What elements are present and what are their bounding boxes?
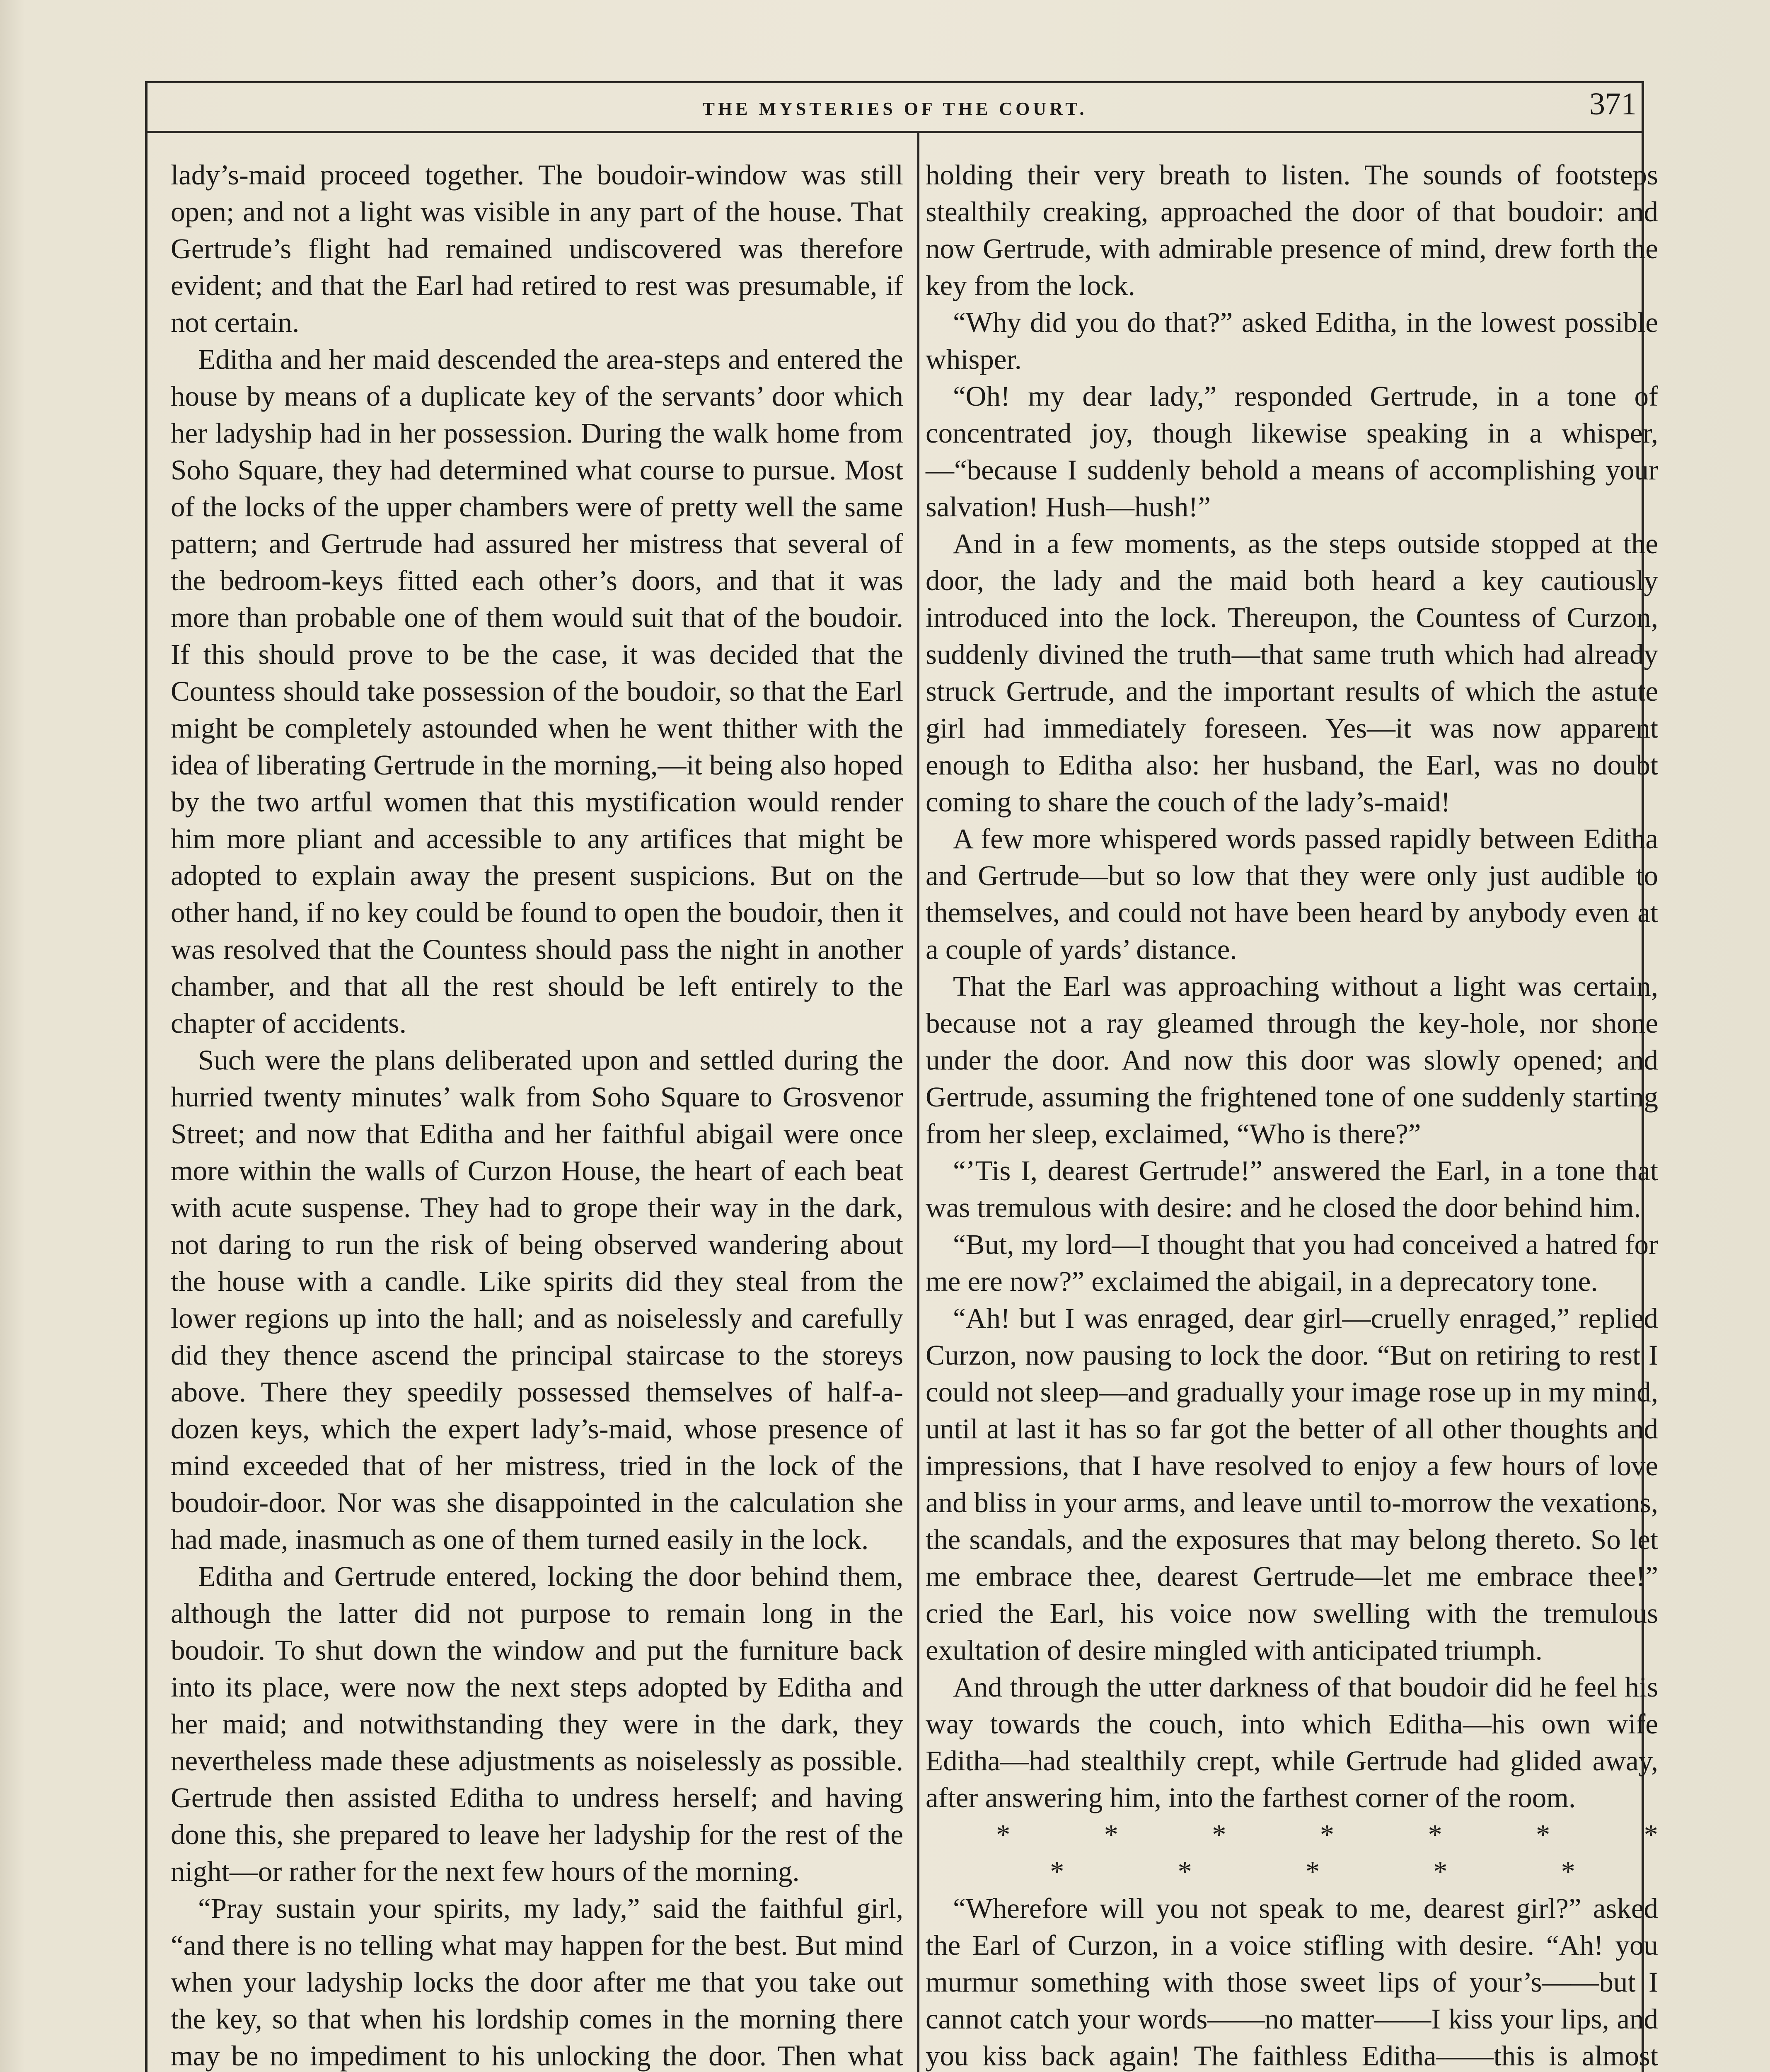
- left-border-rule: [145, 81, 148, 2072]
- paragraph: “Oh! my dear lady,” responded Gertrude, in a tone of concentrated joy, though likewise speaking in a whisper,—“because I suddenly behold a means of accomplishing your salvation! Hush—hush!”: [926, 380, 1658, 523]
- section-break-asterisks: * * * * * * *: [996, 1819, 1658, 1850]
- paragraph: lady’s-maid proceed together. The boudoir-window was still open; and not a light was visible in any part of the house. That Gertrude’s flight had remained undiscovered was therefore evident; and that the Earl had retired to rest was presumable, if not certain.: [171, 159, 903, 338]
- page-number: 371: [1589, 87, 1637, 121]
- paragraph: “Why did you do that?” asked Editha, in the lowest possible whisper.: [926, 307, 1658, 375]
- paragraph: holding their very breath to listen. The sounds of footsteps stealthily creaking, approached the door of that boudoir: and now Gertrude, with admirable presence of mind, drew forth the key from the lock.: [926, 159, 1658, 301]
- right-text-column: [926, 157, 1658, 2072]
- paragraph: “Ah! but I was enraged, dear girl—cruelly enraged,” replied Curzon, now pausing to lock the door. “But on retiring to rest I could not sleep—and gradually your image rose up in my mind, until at last it has so far got the better of all other thoughts and impressions, that I have resolved to enjoy a few hours of love and bliss in your arms, and leave until to-morrow the vexations, the scandals, and the exposures that may belong thereto. So let me embrace thee, dearest Gertrude—let me embrace thee!” cried the Earl, his voice now swelling with the tremulous exultation of desire mingled with anticipated triumph.: [926, 1302, 1658, 1666]
- paragraph: Such were the plans deliberated upon and settled during the hurried twenty minutes’ walk from Soho Square to Grosvenor Street; and now that Editha and her faithful abigail were once more within the walls of Curzon House, the heart of each beat with acute suspense. They had to grope their way in the dark, not daring to run the risk of being observed wandering about the house with a candle. Like spirits did they steal from the lower regions up into the hall; and as noiselessly and carefully did they thence ascend the principal staircase to the storeys above. There they speedily possessed themselves of half-a-dozen keys, which the expert lady’s-maid, whose presence of mind exceeded that of her mistress, tried in the lock of the boudoir-door. Nor was she disappointed in the calculation she had made, inasmuch as one of them turned easily in the lock.: [171, 1044, 903, 1555]
- running-title: THE MYSTERIES OF THE COURT.: [702, 99, 1088, 119]
- paragraph: That the Earl was approaching without a light was certain, because not a ray gleamed through the key-hole, nor shone under the door. And now this door was slowly opened; and Gertrude, assuming the frightened tone of one suddenly starting from her sleep, exclaimed, “Who is there?”: [926, 971, 1658, 1150]
- left-text-column: [171, 157, 903, 2072]
- header-rule: [145, 131, 1644, 133]
- column-divider: [917, 133, 919, 2072]
- section-break-asterisks: * * * * *: [1050, 1856, 1575, 1887]
- paragraph: A few more whispered words passed rapidly between Editha and Gertrude—but so low that they were only just audible to themselves, and could not have been heard by anybody even at a couple of yards’ distance.: [926, 823, 1658, 965]
- paragraph: “Wherefore will you not speak to me, dearest girl?” asked the Earl of Curzon, in a voice stifling with desire. “Ah! you murmur something with those sweet lips of your’s——but I cannot catch your words——no matter——I kiss your lips, and you kiss back again! The faithless Editha——this is almost: [926, 1893, 1658, 2072]
- paragraph: Editha and Gertrude entered, locking the door behind them, although the latter did not purpose to remain long in the boudoir. To shut down the window and put the furniture back into its place, were now the next steps adopted by Editha and her maid; and notwithstanding they were in the dark, they nevertheless made these adjustments as noiselessly as possible. Gertrude then assisted Editha to undress herself; and having done this, she prepared to leave her ladyship for the rest of the night—or rather for the next few hours of the morning.: [171, 1561, 903, 1887]
- paragraph: Editha and her maid descended the area-steps and entered the house by means of a duplicate key of the servants’ door which her ladyship had in her possession. During the walk home from Soho Square, they had determined what course to pursue. Most of the locks of the upper chambers were of pretty well the same pattern; and Gertrude had assured her mistress that several of the bedroom-keys fitted each other’s doors, and that it was more than probable one of them would suit that of the boudoir. If this should prove to be the case, it was decided that the Countess should take possession of the boudoir, so that the Earl might be completely astounded when he went thither with the idea of liberating Gertrude in the morning,—it being also hoped by the two artful women that this mystification would render him more pliant and accessible to any artifices that might be adopted to explain away the present suspicions. But on the other hand, if no key could be found to open the boudoir, then it was resolved that the Countess should pass the night in another chamber, and that all the rest should be left entirely to the chapter of accidents.: [171, 344, 903, 1039]
- paragraph: “’Tis I, dearest Gertrude!” answered the Earl, in a tone that was tremulous with desire: and he closed the door behind him.: [926, 1155, 1658, 1223]
- paragraph: “Pray sustain your spirits, my lady,” said the faithful girl, “and there is no telling what may happen for the best. But mind when your ladyship locks the door after me that you take out the key, so that when his lordship comes in the morning there may be no impediment to his unlocking the door. Then what: [171, 1893, 903, 2072]
- paragraph: And through the utter darkness of that boudoir did he feel his way towards the couch, into which Editha—his own wife Editha—had stealthily crept, while Gertrude had glided away, after answering him, into the farthest corner of the room.: [926, 1671, 1658, 1813]
- paragraph: And in a few moments, as the steps outside stopped at the door, the lady and the maid both heard a key cautiously introduced into the lock. Thereupon, the Countess of Curzon, suddenly divined the truth—that same truth which had already struck Gertrude, and the important results of which the astute girl had immediately foreseen. Yes—it was now apparent enough to Editha also: her husband, the Earl, was no doubt coming to share the couch of the lady’s-maid!: [926, 528, 1658, 818]
- top-border-rule: [145, 81, 1644, 83]
- paragraph: “But, my lord—I thought that you had conceived a hatred for me ere now?” exclaimed the abigail, in a deprecatory tone.: [926, 1229, 1658, 1297]
